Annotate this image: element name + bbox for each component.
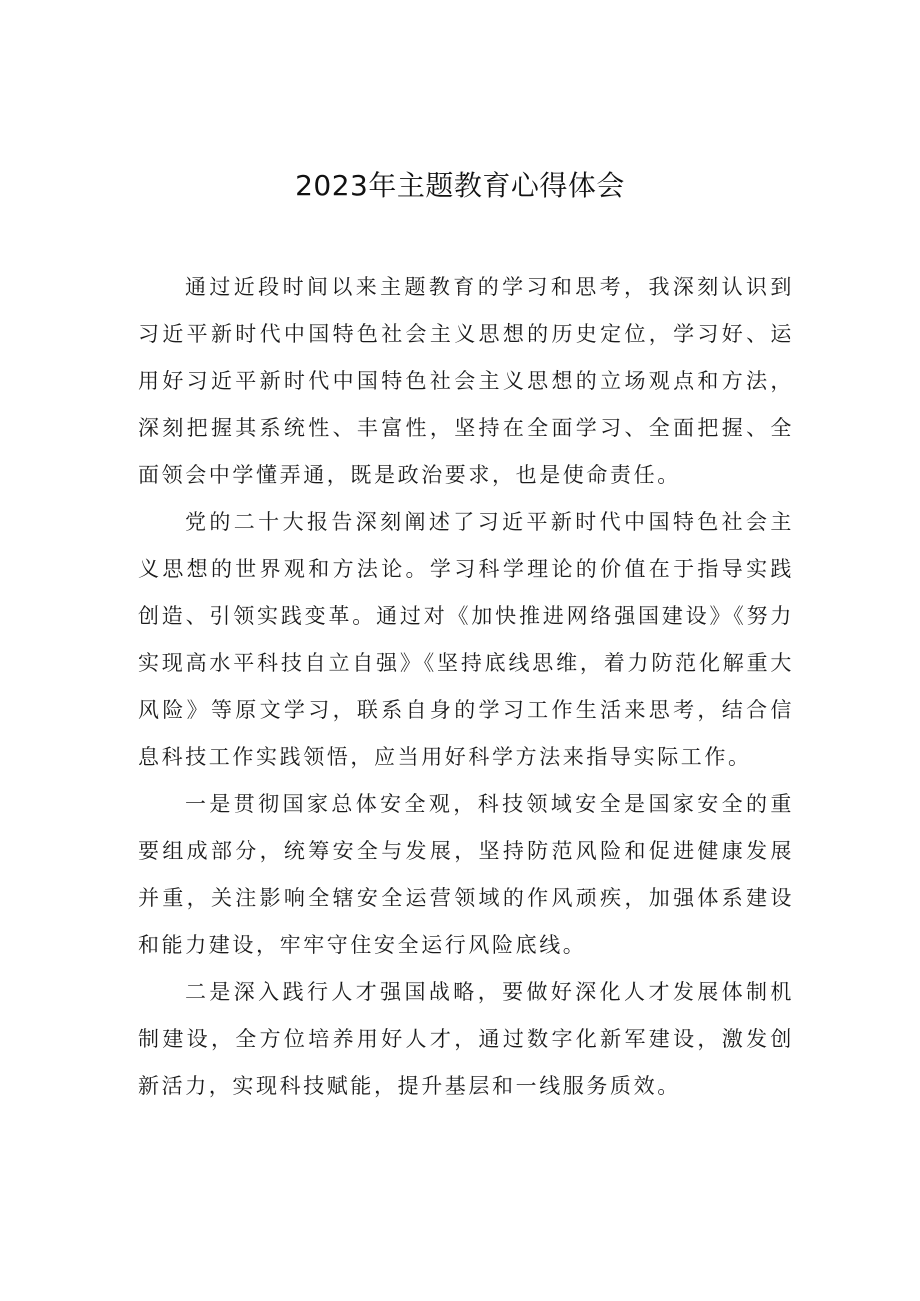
paragraph-4: 二是深入践行人才强国战略，要做好深化人才发展体制机制建设，全方位培养用好人才，通过数字化新军建设，激发创新活力，实现科技赋能，提升基层和一线服务质效。 — [138, 980, 794, 1098]
document-body — [138, 264, 794, 1110]
paragraph-1: 通过近段时间以来主题教育的学习和思考，我深刻认识到习近平新时代中国特色社会主义思想的历史定位，学习好、运用好习近平新时代中国特色社会主义思想的立场观点和方法，深刻把握其系统性、丰富性，坚持在全面学习、全面把握、全面领会中学懂弄通，既是政治要求，也是使命责任。 — [138, 275, 794, 487]
document-title: 2023年主题教育心得体会 — [295, 169, 625, 202]
paragraph-3: 一是贯彻国家总体安全观，科技领域安全是国家安全的重要组成部分，统筹安全与发展，坚持防范风险和促进健康发展并重，关注影响全辖安全运营领域的作风顽疾，加强体系建设和能力建设，牢牢守住安全运行风险底线。 — [138, 792, 794, 957]
paragraph-2: 党的二十大报告深刻阐述了习近平新时代中国特色社会主义思想的世界观和方法论。学习科学理论的价值在于指导实践创造、引领实践变革。通过对《加快推进网络强国建设》《努力实现高水平科技自立自强》《坚持底线思维，着力防范化解重大风险》等原文学习，联系自身的学习工作生活来思考，结合信息科技工作实践领悟，应当用好科学方法来指导实际工作。 — [138, 510, 794, 769]
